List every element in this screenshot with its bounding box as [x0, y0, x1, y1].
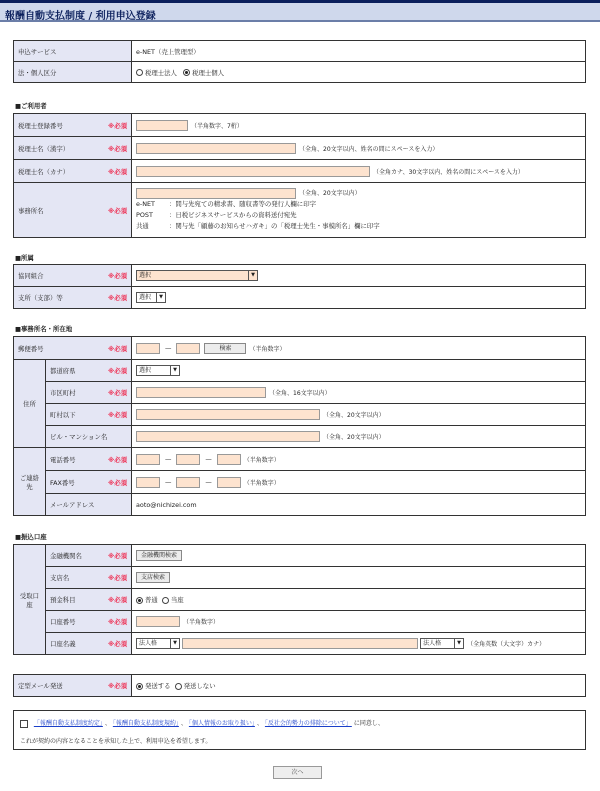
next-button[interactable]: 次へ	[273, 766, 322, 779]
kubun-radio-corp[interactable]	[136, 69, 143, 76]
town-input[interactable]	[136, 409, 320, 420]
bldg-input[interactable]	[136, 431, 320, 442]
service-label: 申込サービス	[14, 41, 132, 62]
zip-search-button[interactable]: 検索	[204, 343, 246, 354]
section-transfer: ■振込口座	[15, 533, 47, 541]
bldg-note: （全角、20文字以内）	[323, 434, 385, 441]
city-label: 市区町村	[50, 389, 76, 397]
affil-table	[13, 264, 586, 309]
desc1: ：間与先宛ての精求書、随収書等の発行人欄に印字	[169, 200, 316, 209]
branch-select[interactable]	[136, 292, 166, 303]
zip-input-1[interactable]	[136, 343, 160, 354]
mail-send-table	[13, 674, 586, 697]
fax-note: （半角数字）	[243, 479, 280, 487]
chevron-down-icon: ▼	[248, 271, 257, 280]
holder-note: （全角英数（大文字）カナ）	[467, 641, 546, 648]
chevron-down-icon: ▼	[170, 366, 179, 375]
branch-search-button[interactable]: 支店検索	[136, 572, 170, 583]
branch-label: 支所（支部）等	[18, 294, 63, 302]
deposit-opt-current: 当座	[170, 596, 184, 604]
chevron-down-icon: ▼	[454, 639, 463, 648]
required-mark: ※必須	[108, 167, 127, 176]
page-title: 報酬自動支払制度 / 利用申込登録	[0, 0, 600, 22]
contact-group-label: ご連絡先	[14, 448, 46, 516]
section-office: ■事務所名・所在地	[15, 325, 73, 333]
zip-input-2[interactable]	[176, 343, 200, 354]
fax-label: FAX番号	[50, 478, 75, 487]
bldg-label: ビル・マンション名	[46, 426, 132, 448]
tel-label: 電話番号	[50, 455, 76, 464]
office-table	[13, 336, 586, 516]
required-mark: ※必須	[108, 344, 127, 353]
required-mark: ※必須	[108, 682, 127, 690]
holder-prefix-value: 法人格	[139, 640, 158, 647]
city-note: （全角、16文字以内）	[269, 390, 331, 397]
account-number-note: （半角数字）	[183, 619, 220, 626]
bank-branch-label: 支店名	[50, 574, 70, 582]
town-note: （全角、20文字以内）	[323, 412, 385, 419]
agree-suffix: に同意し、	[353, 720, 384, 727]
deposit-type-label: 預金科目	[50, 596, 76, 604]
fax-input-3[interactable]	[217, 477, 241, 488]
pref-select[interactable]	[136, 365, 180, 376]
branch-select-value: 選択	[139, 294, 152, 301]
required-mark: ※必須	[108, 596, 127, 604]
name-kanji-input[interactable]	[136, 143, 296, 154]
desc2: ：日税ビジネスサービスからの資料送付宛先	[169, 211, 297, 220]
user-table	[13, 113, 586, 238]
agree-link-rules[interactable]: 「報酬自動支払制度規約」	[112, 720, 179, 727]
deposit-radio-current[interactable]	[162, 597, 169, 604]
pref-select-value: 選択	[139, 367, 152, 374]
name-note: （全角、20文字以内、姓名の間にスペースを入力）	[299, 145, 439, 153]
required-mark: ※必須	[108, 552, 127, 560]
holder-prefix-select[interactable]	[136, 638, 180, 649]
reg-label: 税理士登録番号	[18, 121, 63, 130]
assoc-select[interactable]	[136, 270, 258, 281]
dash: —	[165, 478, 172, 486]
dash: —	[205, 478, 212, 486]
agree-link-antisocial[interactable]: 「反社会的勢力の排除について」	[264, 720, 352, 727]
required-mark: ※必須	[108, 294, 127, 302]
pref-label: 都道府県	[50, 367, 76, 375]
tel-note: （半角数字）	[243, 456, 280, 464]
agreement-box: 「報酬自動支払制度約定」 、 「報酬自動支払制度規約」 、 「個人情報のお取り扱い」 、 「反社会的勢力の排除について」 に同意し、 これが契約の内容となることを承知した上で、利用申込を希望します。	[13, 710, 586, 750]
holder-label: 口座名義	[50, 640, 76, 648]
section-user: ■ご利用者	[15, 102, 47, 110]
zip-note: （半角数字）	[249, 345, 286, 353]
bank-table	[13, 544, 586, 655]
dash: —	[205, 455, 212, 463]
bank-group-label: 受取口座	[14, 545, 46, 655]
mail-value: aoto@nichizei.com	[132, 494, 586, 516]
required-mark: ※必須	[108, 478, 127, 487]
service-table	[13, 40, 586, 83]
agree-checkbox[interactable]	[20, 720, 28, 728]
holder-suffix-select[interactable]	[420, 638, 464, 649]
required-mark: ※必須	[108, 272, 127, 280]
required-mark: ※必須	[108, 640, 127, 648]
section-affil: ■所属	[15, 254, 34, 262]
kana-note: （全角カナ、30文字以内、姓名の間にスペースを入力）	[373, 168, 524, 176]
kubun-label: 法・個人区分	[14, 62, 132, 83]
required-mark: ※必須	[108, 367, 127, 375]
assoc-label: 協同組合	[18, 272, 44, 280]
kubun-radio-indiv[interactable]	[183, 69, 190, 76]
tel-input-3[interactable]	[217, 454, 241, 465]
required-mark: ※必須	[108, 618, 127, 626]
required-mark: ※必須	[108, 455, 127, 464]
dash: —	[165, 455, 172, 463]
office-name-label: 事務所名	[18, 206, 44, 215]
account-number-label: 口座番号	[50, 618, 76, 626]
deposit-opt-ordinary: 普通	[145, 596, 158, 604]
dash: —	[165, 344, 172, 352]
agree-link-contract[interactable]: 「報酬自動支払制度約定」	[33, 720, 103, 727]
desc1-key: e-NET	[136, 200, 155, 209]
desc3: ：関与先「顧藤のお知らせハガキ」の「税理士先生・事模所名」欄に印字	[169, 222, 380, 231]
reg-number-input[interactable]	[136, 120, 188, 131]
required-mark: ※必須	[108, 389, 127, 397]
tel-input-1[interactable]	[136, 454, 160, 465]
city-input[interactable]	[136, 387, 266, 398]
agree-line2: これが契約の内容となることを承知した上で、利用申込を希望します。	[20, 737, 212, 745]
account-number-input[interactable]	[136, 616, 180, 627]
holder-suffix-value: 法人格	[423, 640, 442, 647]
fax-input-2[interactable]	[176, 477, 200, 488]
required-mark: ※必須	[108, 206, 127, 215]
reg-note: （半角数字、7桁）	[191, 122, 243, 130]
office-note: （全角、20文字以内）	[299, 189, 361, 197]
bank-label: 金融機関名	[50, 552, 82, 560]
mail-send-opt-no: 発送しない	[183, 682, 216, 690]
holder-name-input[interactable]	[182, 638, 418, 649]
mail-label: メールアドレス	[46, 494, 132, 516]
kubun-opt-indiv: 税理士個人	[192, 68, 225, 77]
required-mark: ※必須	[108, 121, 127, 130]
required-mark: ※必須	[108, 144, 127, 153]
desc2-key: POST	[136, 211, 153, 220]
name-kana-input[interactable]	[136, 166, 370, 177]
bank-search-button[interactable]: 金融機関検索	[136, 550, 182, 561]
town-label: 町村以下	[50, 411, 76, 419]
assoc-select-value: 選択	[139, 272, 152, 279]
fax-input-1[interactable]	[136, 477, 160, 488]
required-mark: ※必須	[108, 574, 127, 582]
zip-label: 郵便番号	[18, 344, 44, 353]
mail-send-label: 定型メール発送	[18, 682, 63, 690]
chevron-down-icon: ▼	[156, 293, 165, 302]
addr-group-label: 住所	[14, 360, 46, 448]
kana-label: 税理士名（カナ）	[18, 167, 70, 176]
kubun-opt-corp: 税理士法人	[145, 68, 177, 77]
name-label: 税理士名（漢字）	[18, 144, 70, 153]
mail-send-opt-yes: 発送する	[145, 682, 171, 690]
tel-input-2[interactable]	[176, 454, 200, 465]
office-name-input[interactable]	[136, 188, 296, 199]
agree-link-privacy[interactable]: 「個人情報のお取り扱い」	[188, 720, 255, 727]
mail-send-radio-no[interactable]	[175, 683, 182, 690]
service-value: e-NET（売上管理型）	[132, 41, 586, 62]
chevron-down-icon: ▼	[170, 639, 179, 648]
mail-send-radio-yes[interactable]	[136, 683, 143, 690]
deposit-radio-ordinary[interactable]	[136, 597, 143, 604]
desc3-key: 共通	[136, 222, 149, 231]
required-mark: ※必須	[108, 411, 127, 419]
